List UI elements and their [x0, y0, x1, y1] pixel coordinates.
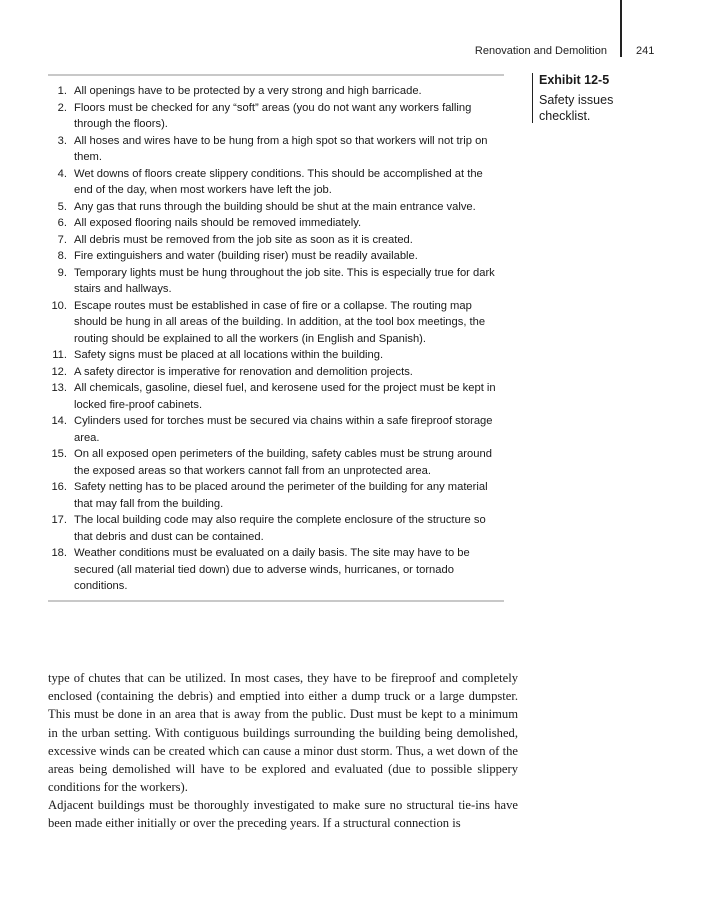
- safety-checklist: [48, 83, 504, 595]
- checklist-item-number: 1.: [57, 85, 67, 97]
- checklist-item: [48, 199, 504, 216]
- checklist-item-number: 12.: [51, 365, 67, 378]
- checklist-item: [48, 232, 504, 249]
- checklist-item-text: Wet downs of floors create slippery conditions. This should be accomplished at the end of the day, when most workers have left the job.: [74, 167, 483, 196]
- checklist-item-number: 4.: [57, 167, 67, 180]
- checklist-item-text: All exposed flooring nails should be removed immediately.: [74, 217, 362, 229]
- running-header-title: Renovation and Demolition: [474, 45, 607, 57]
- checklist-item: [48, 100, 504, 133]
- checklist-item-text: Safety signs must be placed at all locations within the building.: [74, 349, 384, 361]
- checklist-item: [48, 215, 504, 232]
- checklist-item-number: 7.: [57, 233, 67, 246]
- safety-checklist-box: [48, 74, 504, 602]
- checklist-item-text: Floors must be checked for any “soft” areas (you do not want any workers falling through the floors).: [74, 101, 472, 130]
- body-paragraph-2: Adjacent buildings must be thoroughly investigated to make sure no structural tie-ins have been made either initially or over the preceding years. If a structural connection is: [48, 798, 518, 831]
- checklist-item: [48, 446, 504, 479]
- checklist-item-number: 15.: [51, 448, 67, 460]
- checklist-item-text: Temporary lights must be hung throughout the job site. This is especially true for dark stairs and hallways.: [74, 266, 495, 295]
- checklist-item: [48, 347, 504, 364]
- checklist-item-text: Escape routes must be established in case of fire or a collapse. The routing map should be hung in all areas of the building. In addition, at the tool box meetings, the routing should be explained to all the workers (in English and Spanish).: [74, 299, 486, 345]
- checklist-item-text: Any gas that runs through the building should be shut at the main entrance valve.: [74, 200, 476, 213]
- checklist-item-text: On all exposed open perimeters of the building, safety cables must be strung around the exposed areas so that workers cannot fall from an unprotected area.: [74, 448, 492, 477]
- checklist-item: [48, 380, 504, 413]
- checklist-item-number: 14.: [51, 415, 67, 427]
- checklist-item: [48, 166, 504, 199]
- checklist-item-number: 11.: [52, 349, 67, 361]
- checklist-item-number: 9.: [57, 266, 67, 279]
- checklist-item-text: Weather conditions must be evaluated on a daily basis. The site may have to be secured (all material tied down) due to adverse winds, hurricanes, or tornado conditions.: [74, 547, 470, 592]
- checklist-item: [48, 364, 504, 381]
- exhibit-title: Exhibit 12-5: [539, 73, 610, 87]
- page-number: 241: [636, 45, 655, 57]
- checklist-item-number: 5.: [57, 200, 67, 213]
- checklist-item-number: 3.: [57, 134, 67, 147]
- checklist-item: [48, 479, 504, 512]
- exhibit-divider: [532, 73, 533, 123]
- checklist-item: [48, 545, 504, 595]
- checklist-item-text: All openings have to be protected by a very strong and high barricade.: [74, 85, 422, 97]
- checklist-item-number: 13.: [51, 382, 67, 394]
- checklist-item: [48, 298, 504, 348]
- checklist-item: [48, 265, 504, 298]
- checklist-item-text: All hoses and wires have to be hung from a high spot so that workers will not trip on them.: [74, 134, 488, 163]
- checklist-item-number: 16.: [51, 481, 67, 493]
- checklist-item-number: 10.: [51, 299, 67, 312]
- checklist-item-text: The local building code may also require the complete enclosure of the structure so that debris and dust can be contained.: [74, 514, 486, 543]
- checklist-item-text: Fire extinguishers and water (building riser) must be readily available.: [74, 250, 418, 262]
- checklist-item-number: 8.: [57, 250, 67, 262]
- exhibit-caption: Safety issues checklist.: [539, 93, 614, 123]
- checklist-item-text: A safety director is imperative for renovation and demolition projects.: [74, 365, 413, 378]
- checklist-item: [48, 83, 504, 100]
- checklist-item-text: Safety netting has to be placed around the perimeter of the building for any material that may fall from the building.: [74, 481, 488, 510]
- checklist-item-text: All debris must be removed from the job site as soon as it is created.: [74, 233, 413, 246]
- checklist-item-text: All chemicals, gasoline, diesel fuel, and kerosene used for the project must be kept in locked fire-proof cabinets.: [74, 382, 496, 411]
- body-paragraph-1: type of chutes that can be utilized. In most cases, they have to be fireproof and completely enclosed (containing the debris) and emptied into either a dump truck or a large dumpster. This must be done in an area that is away from the public. Dust must be kept to a minimum in the urban setting. With contiguous buildings surrounding the building being demolished, excessive winds can be created which can cause a minor dust storm. Thus, a wet down of the areas being demolished will have to be explored and evaluated (due to possible slippery conditions for the workers).: [48, 671, 518, 795]
- checklist-item-text: Cylinders used for torches must be secured via chains within a safe fireproof storage area.: [74, 415, 493, 444]
- checklist-item: [48, 133, 504, 166]
- checklist-item: [48, 248, 504, 265]
- checklist-item-number: 2.: [57, 101, 67, 114]
- checklist-item-number: 18.: [51, 547, 67, 559]
- checklist-item: [48, 512, 504, 545]
- checklist-item-number: 6.: [57, 217, 67, 229]
- header-divider: [620, 0, 622, 57]
- checklist-item: [48, 413, 504, 446]
- checklist-item-number: 17.: [51, 514, 67, 526]
